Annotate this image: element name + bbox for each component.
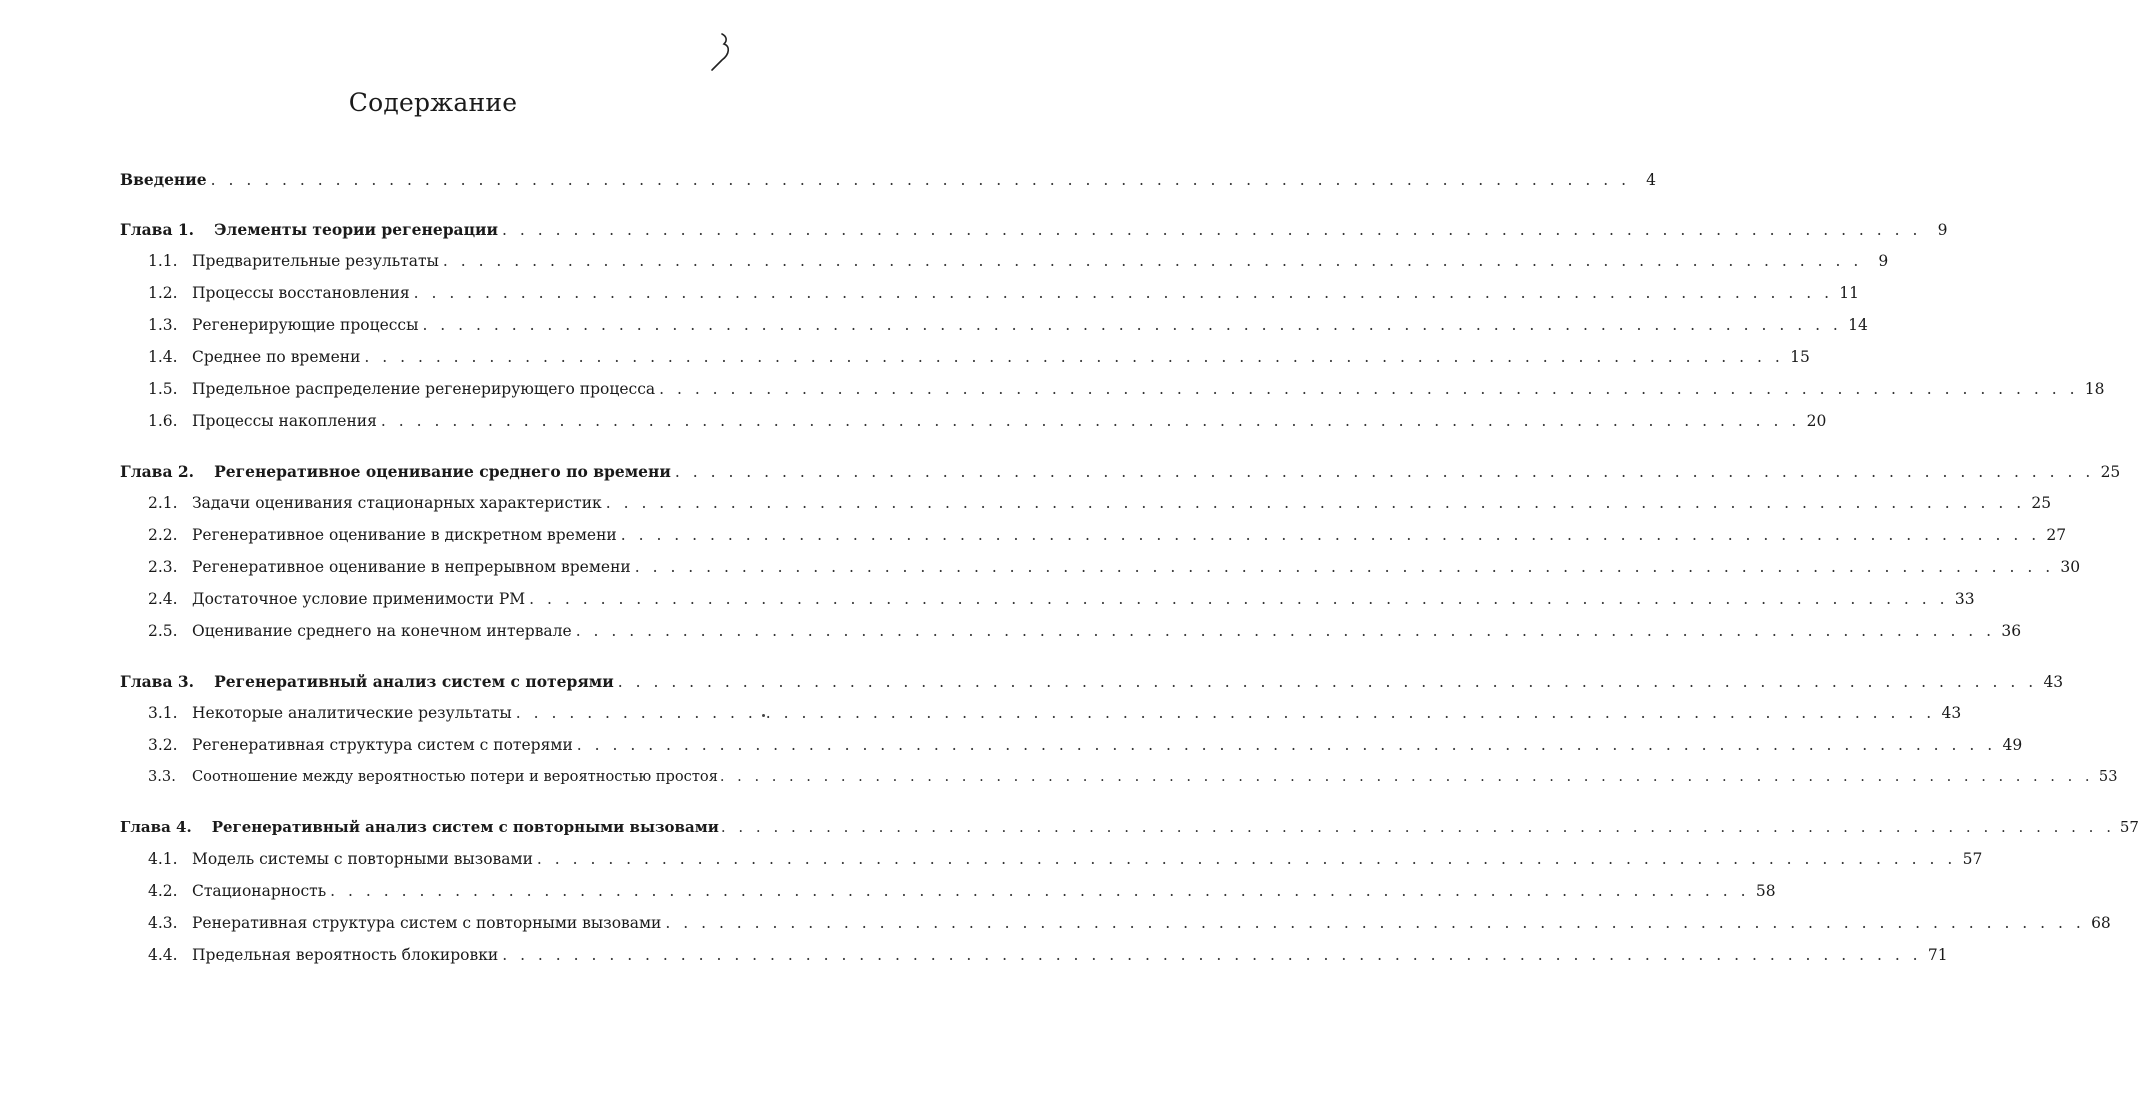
leader-dots: [330, 882, 1749, 900]
toc-entry-page: 9: [1937, 221, 1948, 239]
toc-entry-page: 14: [1848, 316, 1868, 334]
toc-entry-number: Глава 1.: [120, 220, 195, 239]
toc-entry-page: 11: [1839, 284, 1860, 302]
toc-entry-chapter-4[interactable]: [120, 818, 2139, 846]
toc-entry-title: Стационарность: [192, 882, 327, 900]
toc-entry-page: 57: [2119, 818, 2139, 836]
toc-entry-title: Регенеративное оценивание в дискретном времени: [192, 526, 617, 544]
toc-entry-number: Глава 2.: [120, 462, 195, 481]
leader-dots: [443, 252, 1862, 270]
toc-entry-section[interactable]: [120, 946, 1948, 974]
toc-entry-number: 3.2.: [148, 736, 178, 754]
leader-dots: [577, 736, 1996, 754]
leader-dots: [364, 348, 1783, 366]
toc-entry-page: 57: [1962, 850, 1983, 868]
toc-entry-number: Глава 4.: [120, 818, 192, 836]
leader-dots: [516, 704, 1935, 722]
toc-entry-number: 4.1.: [148, 850, 178, 868]
toc-entry-title: Предварительные результаты: [192, 252, 439, 270]
toc-entry-number: Глава 3.: [120, 672, 195, 691]
toc-entry-section[interactable]: [120, 704, 1962, 732]
toc-entry-title: Достаточное условие применимости РМ: [192, 590, 526, 608]
toc-entry-number: 2.4.: [148, 590, 178, 608]
toc-entry-section[interactable]: [120, 622, 2022, 650]
toc-entry-title: Предельная вероятность блокировки: [192, 946, 499, 964]
toc-entry-section[interactable]: [120, 558, 2081, 586]
toc-entry-number: 3.1.: [148, 704, 178, 722]
toc-entry-title: Регенеративная структура систем с потерями: [192, 736, 573, 754]
leader-dots: [675, 463, 2094, 481]
leader-dots: [618, 673, 2037, 691]
leader-dots: [665, 914, 2084, 932]
toc-entry-section[interactable]: [120, 284, 1860, 312]
toc-entry-title: Предельное распределение регенерирующего процесса: [192, 380, 656, 398]
toc-entry-number: 4.2.: [148, 882, 178, 900]
toc-entry-title: Регенеративный анализ систем с потерями: [214, 672, 614, 691]
toc-entry-number: 1.4.: [148, 348, 178, 366]
toc-entry-page: 25: [2031, 494, 2052, 512]
toc-entry-number: 1.6.: [148, 412, 178, 430]
toc-entry-section[interactable]: [120, 412, 1827, 440]
toc-entry-title: Соотношение между вероятностью потери и вероятностью простоя: [192, 768, 718, 785]
toc-entry-title: Регенерирующие процессы: [192, 316, 419, 334]
toc-entry-page: 20: [1806, 412, 1827, 430]
toc-entry-chapter-1[interactable]: [120, 220, 1948, 248]
scan-speck: [762, 714, 765, 717]
leader-dots: [659, 380, 2078, 398]
toc-entry-title: Элементы теории регенерации: [214, 220, 499, 239]
toc-entry-title: Регенеративное оценивание в непрерывном времени: [192, 558, 631, 576]
leader-dots: [502, 946, 1921, 964]
toc-entry-section[interactable]: [120, 494, 2052, 522]
toc-entry-page: 58: [1755, 882, 1776, 900]
toc-entry-number: 1.3.: [148, 316, 178, 334]
toc-entry-title: Процессы накопления: [192, 412, 377, 430]
toc-entry-number: 4.4.: [148, 946, 178, 964]
leader-dots: [502, 221, 1921, 239]
leader-dots: [721, 818, 2115, 836]
leader-dots: [381, 412, 1800, 430]
toc-entry-page: 33: [1954, 590, 1975, 608]
toc-entry-page: 4: [1646, 171, 1657, 189]
toc-entry-number: 3.3.: [148, 768, 176, 785]
toc-entry-section[interactable]: [120, 380, 2105, 408]
leader-dots: [422, 316, 1841, 334]
toc-entry-page: 30: [2060, 558, 2081, 576]
toc-entry-section[interactable]: [120, 316, 1868, 344]
toc-entry-page: 18: [2084, 380, 2105, 398]
toc-entry-number: 2.1.: [148, 494, 178, 512]
toc-entry-intro[interactable]: [120, 170, 1657, 198]
toc-entry-page: 27: [2046, 526, 2067, 544]
toc-entry-title: Модель системы с повторными вызовами: [192, 850, 533, 868]
toc-entry-page: 43: [2043, 673, 2064, 691]
toc-entry-section[interactable]: [120, 768, 2118, 796]
toc-entry-section[interactable]: [120, 590, 1975, 618]
leader-dots: [621, 526, 2040, 544]
toc-entry-title: Задачи оценивания стационарных характеристик: [192, 494, 602, 512]
toc-entry-section[interactable]: [120, 526, 2067, 554]
toc-entry-page: 25: [2100, 463, 2121, 481]
toc-entry-section[interactable]: [120, 914, 2111, 942]
toc-entry-section[interactable]: [120, 882, 1776, 910]
toc-entry-page: 49: [2002, 736, 2023, 754]
handwritten-page-mark-icon: [708, 30, 738, 72]
toc-entry-page: 9: [1878, 252, 1889, 270]
toc-entry-page: 43: [1941, 704, 1962, 722]
toc-entry-number: 2.5.: [148, 622, 178, 640]
toc-entry-title: Ренеративная структура систем с повторными вызовами: [192, 914, 662, 932]
toc-entry-number: 2.3.: [148, 558, 178, 576]
page-title: Содержание: [348, 88, 518, 117]
leader-dots: [537, 850, 1956, 868]
toc-entry-page: 36: [2001, 622, 2022, 640]
toc-entry-page: 53: [2098, 768, 2118, 785]
leader-dots: [635, 558, 2054, 576]
leader-dots: [720, 768, 2094, 785]
toc-entry-title: Процессы восстановления: [192, 284, 410, 302]
toc-entry-number: 2.2.: [148, 526, 178, 544]
toc-entry-page: 71: [1927, 946, 1948, 964]
leader-dots: [576, 622, 1995, 640]
toc-entry-page: 15: [1790, 348, 1810, 366]
leader-dots: [211, 171, 1630, 189]
toc-entry-chapter-2[interactable]: [120, 462, 2121, 490]
leader-dots: [529, 590, 1948, 608]
toc-entry-number: 1.1.: [148, 252, 178, 270]
toc-entry-page: 68: [2091, 914, 2111, 932]
toc-entry-section[interactable]: [120, 252, 1889, 280]
toc-entry-section[interactable]: [120, 850, 1983, 878]
toc-entry-title: Среднее по времени: [192, 348, 361, 366]
toc-entry-number: 4.3.: [148, 914, 178, 932]
toc-entry-title: Оценивание среднего на конечном интервале: [192, 622, 572, 640]
toc-entry-section[interactable]: [120, 348, 1810, 376]
toc-entry-title: Регенеративный анализ систем с повторными вызовами: [211, 818, 719, 836]
leader-dots: [606, 494, 2025, 512]
leader-dots: [414, 284, 1833, 302]
toc-entry-title: Некоторые аналитические результаты: [192, 704, 512, 722]
toc-entry-section[interactable]: [120, 736, 2023, 764]
toc-entry-number: 1.5.: [148, 380, 178, 398]
toc-entry-number: 1.2.: [148, 284, 178, 302]
toc-entry-chapter-3[interactable]: [120, 672, 2064, 700]
toc-entry-title: Введение: [120, 170, 207, 189]
toc-entry-title: Регенеративное оценивание среднего по времени: [214, 462, 671, 481]
